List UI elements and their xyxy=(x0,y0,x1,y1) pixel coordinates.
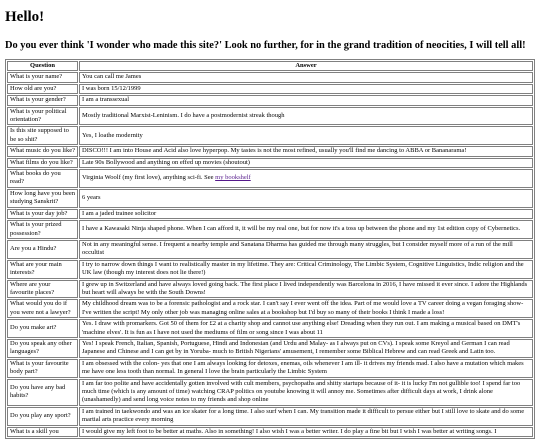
answer-text: 6 years xyxy=(82,194,101,202)
question-cell: How old are you? xyxy=(7,84,78,94)
answer-cell xyxy=(79,107,533,126)
answer-cell xyxy=(79,84,533,94)
answer-cell xyxy=(79,407,533,426)
answer-cell xyxy=(79,240,533,259)
answer-cell xyxy=(79,95,533,105)
question-cell: What would you do if you were not a lawyer? xyxy=(7,299,78,318)
answer-cell xyxy=(79,339,533,358)
answer-cell xyxy=(79,209,533,219)
question-cell: Do you speak any other languages? xyxy=(7,339,78,358)
answer-cell xyxy=(79,280,533,299)
question-cell: Do you make art? xyxy=(7,319,78,338)
answer-text: I would give my left foot to be better at maths. Also in something! I also wish I was a better writer. I do play a fine bit but I wish I was better at writing songs. I xyxy=(82,427,497,435)
table-header-row xyxy=(7,61,533,71)
answer-cell xyxy=(79,169,533,188)
question-cell: What is your prized possession? xyxy=(7,220,78,239)
answer-cell xyxy=(79,158,533,168)
answer-text: You can call me James xyxy=(82,73,142,81)
table-row xyxy=(7,407,533,426)
table-row xyxy=(7,379,533,406)
question-cell: How long have you been studying Sanskrit? xyxy=(7,189,78,208)
answer-cell xyxy=(79,359,533,378)
qa-table xyxy=(5,59,535,439)
answer-cell xyxy=(79,319,533,338)
table-body xyxy=(7,72,533,437)
answer-cell xyxy=(79,379,533,406)
table-row xyxy=(7,72,533,82)
table-row xyxy=(7,107,533,126)
answer-cell xyxy=(79,220,533,239)
page-subtitle: Do you ever think 'I wonder who made this site?' Look no further, for in the grand tradition of neocities, I will tell all! xyxy=(5,40,526,51)
question-cell: What is your day job? xyxy=(7,209,78,219)
bookshelf-link[interactable]: my bookshelf xyxy=(215,174,251,182)
question-cell: What books do you read? xyxy=(7,169,78,188)
answer-cell xyxy=(79,72,533,82)
header-question: Question xyxy=(7,61,78,71)
table-row xyxy=(7,280,533,299)
table-row xyxy=(7,126,533,145)
question-cell: What music do you like? xyxy=(7,146,78,156)
question-cell: What is your name? xyxy=(7,72,78,82)
answer-cell xyxy=(79,189,533,208)
table-row xyxy=(7,169,533,188)
answer-text: I am trained in taekwondo and was an ice skater for a long time. I also surf when I can. My transition made it difficult to persue either but I still love to skate and do some martial arts practice every morning xyxy=(82,407,525,424)
answer-cell xyxy=(79,260,533,279)
question-cell: What is your political orientation? xyxy=(7,107,78,126)
table-row xyxy=(7,209,533,219)
table-row xyxy=(7,240,533,259)
answer-text: Yes, I loathe modernity xyxy=(82,131,143,139)
answer-text: I am far too polite and have accidentally gotten involved with cult members, psychopaths and shitty startups because of it- it is lucky I'm not gullible too! I spend far too much time (which is any amount of time) watching CRAP politics on youtube knowing it will annoy me. Sometimes after difficult days at work, I drink alone (unashamedly) and send long voice notes to my friends and shop online xyxy=(82,379,521,404)
table-row xyxy=(7,299,533,318)
page-title: Hello! xyxy=(5,9,45,25)
question-cell: Are you a Hindu? xyxy=(7,240,78,259)
answer-cell xyxy=(79,299,533,318)
table-row xyxy=(7,260,533,279)
table-row xyxy=(7,339,533,358)
answer-cell xyxy=(79,146,533,156)
header-answer: Answer xyxy=(79,61,533,71)
question-cell: Do you play any sport? xyxy=(7,407,78,426)
question-cell: Where are your favourite places? xyxy=(7,280,78,299)
answer-text: I am a jaded trainee solicitor xyxy=(82,209,157,217)
table-row xyxy=(7,359,533,378)
table-row xyxy=(7,189,533,208)
question-cell: What is your gender? xyxy=(7,95,78,105)
answer-text: I try to narrow down things I want to realistically master in my lifetime. They are: Critical Criminology, The Limbic System, Cognitive Linguistics, Indic religion and the UK law (though my interest does not lie there!) xyxy=(82,260,524,277)
table-row xyxy=(7,146,533,156)
answer-text: Not in any meaningful sense. I frequent a nearby temple and Sanatana Dharma has guided me through many struggles, but I consider myself more of a run of the mill occultist xyxy=(82,240,513,257)
answer-text: My childhood dream was to be a forensic pathologist and a rock star. I can't say I ever went off the idea. Part of me would love a TV career doing a vegan foraging show- I've written the script! My only other job was managing online sales at a bookshop but I'd buy so many of their books I think I made a loss! xyxy=(82,300,524,316)
answer-text: I have a Kawasaki Ninja shaped phone. When I can afford it, it will be my real one, but for now it's a toss up between the phone and my 1st edition copy of Cybernetics. xyxy=(82,225,521,233)
answer-text: Yes. I draw with promarkers. Got 50 of them for £2 at a charity shop and cannot use anything else! Dreading when they run out. I am making a musical based on DMT's 'machine elves'. It is fun as I have not used the mediums of film or song since I was about 11 xyxy=(82,320,521,336)
answer-text: I am obsessed with the colon- yes that one I am always looking for detoxes, enemas, oils whenever I am ill- it drives my friends mad. I also have a mutation which makes me have one less tooth than normal. In general I love the brain particularly the Limbic System xyxy=(82,359,524,376)
question-cell: What are your main interests? xyxy=(7,260,78,279)
answer-cell xyxy=(79,427,533,437)
answer-text: I was born 15/12/1999 xyxy=(82,84,141,92)
answer-text: Mostly traditional Marxist-Leninism. I do have a postmodernist streak though xyxy=(82,111,285,119)
table-row xyxy=(7,95,533,105)
question-cell: Do you have any bad habits? xyxy=(7,379,78,406)
table-row xyxy=(7,220,533,239)
question-cell: What films do you like? xyxy=(7,158,78,168)
question-cell: What is a skill you xyxy=(7,427,78,437)
answer-text: Yes! I speak French, Italian, Spanish, Portuguese, Hindi and Indonesian (and Urdu and Malay- as I always put on CVs). I speak some Kreyol and German I can read Japanese and Chinese and I can get by in Yoruba- much to British Nigerians' amusement, I remember some Biblical Hebrew and can read Greek and Latin too. xyxy=(82,339,510,356)
question-cell: What is your favourite body part? xyxy=(7,359,78,378)
answer-text: DISCO!!! I am into House and Acid also love hyperpop. My tastes is not the most refined, usually you'll find me dancing to ABBA or Bananarama! xyxy=(82,147,467,155)
answer-text: Late 90s Bollywood and anything on effed up movies (shoutout) xyxy=(82,158,250,166)
table-row xyxy=(7,427,533,437)
answer-cell xyxy=(79,126,533,145)
answer-text: I grew up in Switzerland and have always loved going back. The first place I lived independently was Barcelona in 2016, I have missed it ever since. I adore the Highlands but heart will always be with the South Downs! xyxy=(82,280,528,296)
table-row xyxy=(7,84,533,94)
answer-text: I am a transsexual xyxy=(82,96,130,104)
table-row xyxy=(7,158,533,168)
answer-text: Virginia Woolf (my first love), anything sci-fi. See xyxy=(82,174,216,182)
question-cell: Is this site supposed to be so shit? xyxy=(7,126,78,145)
table-row xyxy=(7,319,533,338)
